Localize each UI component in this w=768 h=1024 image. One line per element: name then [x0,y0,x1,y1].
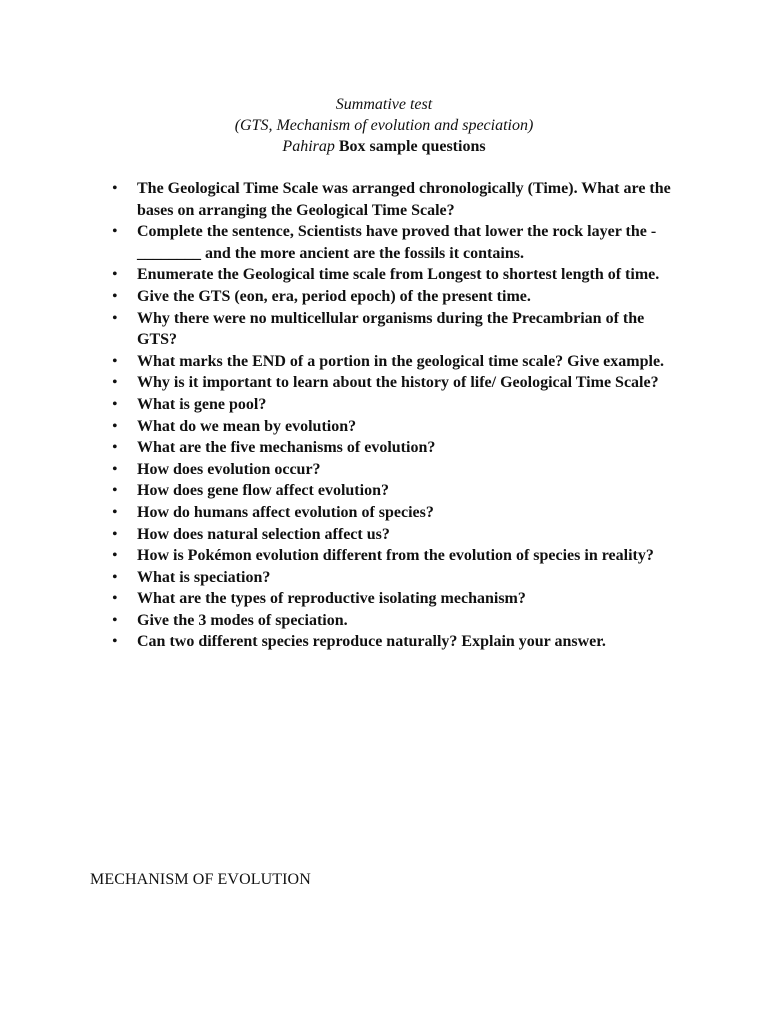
list-item: • The Geological Time Scale was arranged chronologically (Time). What are the bases on arranging the Geological Time Scale? [112,178,682,221]
list-item: • Enumerate the Geological time scale from Longest to shortest length of time. [112,264,682,286]
header-box-sample: Box sample questions [338,138,486,155]
list-item: • How do humans affect evolution of species? [112,502,682,524]
list-item: • Why is it important to learn about the history of life/ Geological Time Scale? [112,372,682,394]
question-list [112,178,682,653]
list-item: • What do we mean by evolution? [112,416,682,438]
list-item: • How does natural selection affect us? [112,524,682,546]
document-header [0,94,768,157]
list-item: • What marks the END of a portion in the geological time scale? Give example. [112,351,682,373]
header-title: Summative test [335,96,433,113]
list-item: • Give the GTS (eon, era, period epoch) of the present time. [112,286,682,308]
list-item: • Give the 3 modes of speciation. [112,610,682,632]
list-item: • What are the five mechanisms of evolution? [112,437,682,459]
list-item: • What is speciation? [112,567,682,589]
list-item: • How does gene flow affect evolution? [112,480,682,502]
list-item: • How does evolution occur? [112,459,682,481]
header-line3 [0,136,768,157]
header-pahirap: Pahirap [282,138,335,155]
list-item: • Why there were no multicellular organisms during the Precambrian of the GTS? [112,308,682,351]
list-item: • Can two different species reproduce naturally? Explain your answer. [112,631,682,653]
list-item: • How is Pokémon evolution different from the evolution of species in reality? [112,545,682,567]
header-subtitle: (GTS, Mechanism of evolution and speciation) [234,117,534,134]
list-item: • What are the types of reproductive isolating mechanism? [112,588,682,610]
section-heading: MECHANISM OF EVOLUTION [90,871,311,888]
list-item: • Complete the sentence, Scientists have proved that lower the rock layer the - ________ and the more ancient are the fossils it contains. [112,221,682,264]
list-item: • What is gene pool? [112,394,682,416]
